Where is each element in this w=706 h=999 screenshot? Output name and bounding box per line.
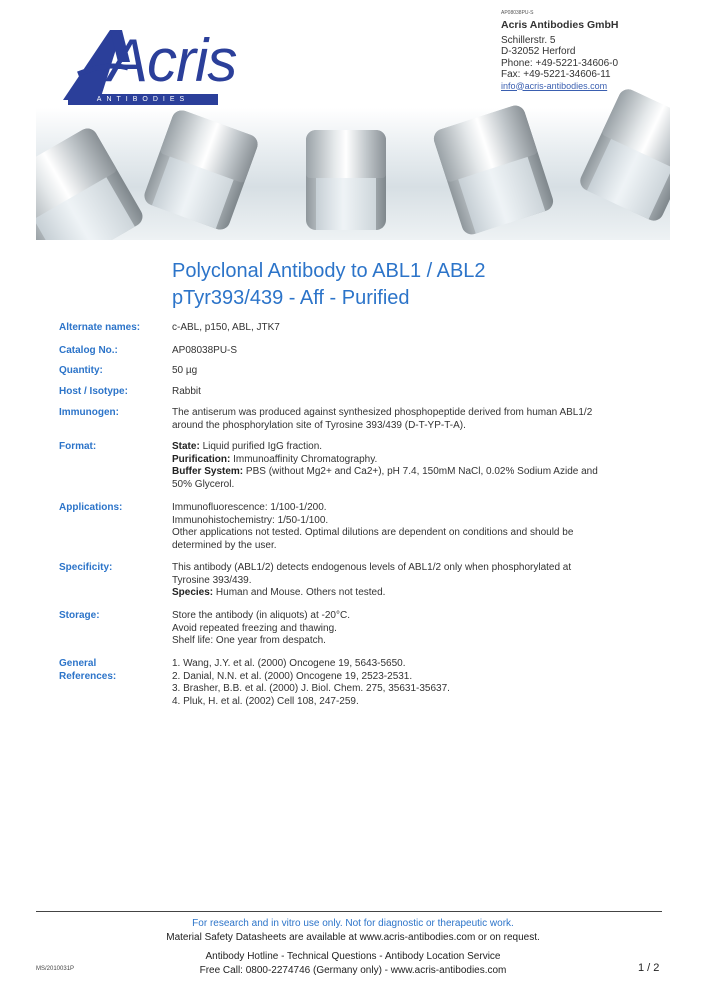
field-label: Alternate names: — [59, 322, 141, 333]
doc-code: AP08038PU-S — [501, 10, 534, 16]
vial-image — [577, 86, 670, 224]
field-value: c-ABL, p150, ABL, JTK7 — [172, 322, 280, 333]
field-value — [172, 441, 652, 491]
footer-msds: Material Safety Datasheets are available at www.acris-antibodies.com or on request. — [166, 932, 540, 943]
field-value — [172, 502, 652, 552]
street: Schillerstr. 5 — [501, 34, 556, 46]
title-line-1: Polyclonal Antibody to ABL1 / ABL2 — [172, 260, 486, 282]
reference-item: 4. Pluk, H. et al. (2002) Cell 108, 247-259. — [172, 695, 359, 707]
field-label: Applications: — [59, 502, 123, 513]
reference-item: 3. Brasher, B.B. et al. (2000) J. Biol. Chem. 275, 35631-35637. — [172, 683, 450, 694]
specificity-species: Species: Human and Mouse. Others not tested. — [172, 587, 386, 598]
title-line-2: pTyr393/439 - Aff - Purified — [172, 287, 410, 309]
field-label: Quantity: — [59, 365, 103, 376]
logo-subtitle: ANTIBODIES — [68, 94, 218, 105]
company-address — [501, 10, 618, 92]
field-label: Host / Isotype: — [59, 386, 128, 397]
logo-text: Acris — [108, 27, 237, 94]
vial-image — [36, 125, 146, 240]
applications-line: Immunofluorescence: 1/100-1/200. — [172, 502, 327, 513]
field-value: AP08038PU-S — [172, 345, 238, 356]
vial-image — [142, 108, 261, 233]
field-value — [172, 658, 652, 708]
format-purification: Purification: Immunoaffinity Chromatography. — [172, 453, 378, 465]
field-value: 50 µg — [172, 365, 198, 376]
immunogen-line: The antiserum was produced against synthesized phosphopeptide derived from human ABL1/2 — [172, 407, 593, 418]
field-label: Catalog No.: — [59, 345, 118, 356]
references-label: References: — [59, 670, 117, 682]
footer-divider — [36, 911, 662, 912]
format-buffer: Buffer System: PBS (without Mg2+ and Ca2+), pH 7.4, 150mM NaCl, 0.02% Sodium Azide and — [172, 466, 598, 477]
field-value: Rabbit — [172, 386, 201, 397]
specificity-line: Tyrosine 393/439. — [172, 574, 252, 586]
applications-line: Other applications not tested. Optimal dilutions are dependent on conditions and should be — [172, 527, 574, 538]
ms-code: MS/2010031P — [36, 966, 75, 972]
storage-line: Avoid repeated freezing and thawing. — [172, 622, 337, 634]
footer-freecall: Free Call: 0800-2274746 (Germany only) - www.acris-antibodies.com — [199, 965, 507, 976]
product-title — [172, 258, 486, 312]
footer-services: Antibody Hotline - Technical Questions - Antibody Location Service — [205, 951, 501, 962]
email-link[interactable]: info@acris-antibodies.com — [501, 80, 608, 91]
field-label — [59, 658, 169, 683]
company-name: Acris Antibodies GmbH — [501, 19, 619, 31]
immunogen-line: around the phosphorylation site of Tyrosine 393/439 (D-T-YP-T-A). — [172, 419, 466, 431]
field-value — [172, 407, 652, 432]
field-label: Storage: — [59, 610, 100, 621]
applications-line: determined by the user. — [172, 539, 277, 551]
reference-item: 2. Danial, N.N. et al. (2000) Oncogene 19, 2523-2531. — [172, 670, 413, 682]
references-label: General — [59, 658, 97, 669]
storage-line: Shelf life: One year from despatch. — [172, 635, 326, 646]
vial-image — [306, 130, 386, 230]
specificity-line: This antibody (ABL1/2) detects endogenous levels of ABL1/2 only when phosphorylated at — [172, 562, 572, 573]
vial-image — [431, 103, 555, 237]
field-label: Format: — [59, 441, 97, 452]
format-buffer-cont: 50% Glycerol. — [172, 478, 235, 490]
page-number: 1 / 2 — [638, 962, 660, 974]
fax: Fax: +49-5221-34606-11 — [501, 69, 611, 80]
city: D-32052 Herford — [501, 46, 576, 57]
phone: Phone: +49-5221-34606-0 — [501, 57, 619, 69]
applications-line: Immunohistochemistry: 1/50-1/100. — [172, 514, 329, 526]
reference-item: 1. Wang, J.Y. et al. (2000) Oncogene 19, 5643-5650. — [172, 658, 406, 669]
field-value — [172, 610, 652, 648]
field-value — [172, 562, 652, 600]
format-state: State: Liquid purified IgG fraction. — [172, 441, 323, 452]
footer-research-only: For research and in vitro use only. Not for diagnostic or therapeutic work. — [192, 918, 514, 929]
field-label: Immunogen: — [59, 407, 119, 418]
storage-line: Store the antibody (in aliquots) at -20°C. — [172, 610, 350, 621]
field-label: Specificity: — [59, 562, 113, 573]
